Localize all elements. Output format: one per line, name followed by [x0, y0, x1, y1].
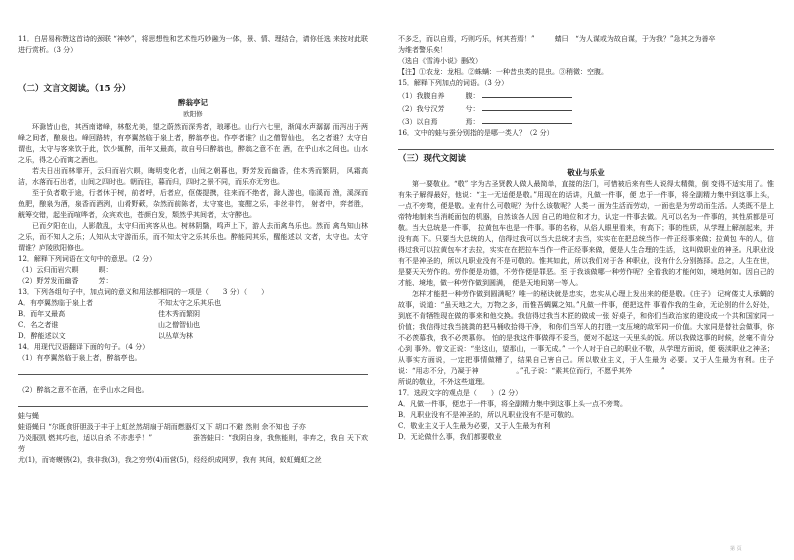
fable-line-3: 尤(1)，而寄蟆锈(2)，我非我(3)，我之穷劳(4)而营(5)，经经织成网罗，我有 其间，蚁虹蝇虹之丝: [18, 456, 322, 464]
page-footer: 第 页: [730, 546, 742, 552]
question-15-1-text: （1）我腹自养 腹：: [398, 92, 480, 100]
modern-paragraph-2-tail: 。”孔子说：“素其位而行，不愿乎其外: [516, 367, 633, 375]
option-d-right: 以丛草为林: [158, 332, 193, 340]
question-17-option-a: A．凡做一件事，便忠于一件事，将全副精力集中到这事上头一点不旁骛。: [398, 400, 628, 408]
question-14-1: （1）有亭翼然临于泉上者，醉翁亭也。: [18, 354, 142, 362]
answer-line: [18, 374, 368, 375]
option-d-left: D．醉能述以文: [18, 332, 66, 340]
modern-paragraph-2: [398, 289, 774, 377]
question-12: 12．解释下列词语在文句中的意思。（2 分）: [18, 255, 157, 263]
question-15-2: [398, 102, 774, 115]
question-13-option-d: [18, 331, 368, 342]
option-b-left: B．而年又最高: [18, 310, 66, 318]
option-c-right: 山之僧智仙也: [158, 321, 200, 329]
option-c-left: C．名之者谁: [18, 321, 59, 329]
option-b-right: 佳木秀而繁阴: [158, 310, 200, 318]
modern-essay-title: 敬业与乐业: [567, 168, 605, 177]
answer-blank[interactable]: [482, 89, 572, 98]
modern-paragraph-3: 所说的敬业，不外这些道理。: [398, 378, 489, 386]
essay-author: 欧阳修: [183, 110, 203, 118]
question-13: 13．下列各组句子中，加点词的意义和用法都相同的一项是（ 3 分）（ ）: [18, 288, 269, 296]
essay-paragraph-2: 若夫日出而林霏开，云归而岩穴暝，晦明变化者，山间之朝暮也，野芳发而幽香，佳木秀而繁阴， 风霜高洁，水落而石出者，山间之四时也。朝而往，暮而归，四时之景不同，而乐亦无穷也。: [18, 167, 368, 186]
modern-paragraph-2-body: 怎样才能把一种劳作做到圆满呢？唯一的秘诀就是忠实，忠实从心理上发出来的便是敬。《庄子》 记疴偻丈人承蜩的故事，说道：“虽天地之大，万物之多，而惟吾蜩翼之知。”凡做一件事，便把这件 事看作我的生命，无论别的什么好处，到底不肯牺牲现在做的事来和他交换。我信得过我当木匠的做成一张 好桌子，和你们当政治家的建设成一个共和国家同一价值；我信得过我当挑粪的把马桶收拾得干净， 和你们当军人的打胜一支压境的敌军同一价值。大家同是替社会做事，你不必羡慕我，我不必羡慕你。 怕的是我这件事做得不妥当，便对不起这一天里头的饭。所以我做这事的时候，丝毫不肯分心到 事外。曾文正说：“坐这山，望那山，一事无成。” 一个人对于自己的职业不敬，从学理方面说，便 亵渎职业之神圣；从事实方面说，一定把事情做糟了，结果自己害自己。所以敬业主义，于人生最为 必要。又于人生最为有利。庄子说：“用志不分，乃凝于神: [398, 290, 774, 375]
question-13-option-b: [18, 309, 368, 320]
fable-notes: 【注】①农龙：龙相。②蛛螨：一种昔虫类的昆虫。③稍微：空腹。: [398, 68, 608, 76]
section-modern-reading: （三）现代文阅读: [398, 154, 467, 164]
fable-line-2: [18, 433, 368, 455]
question-14: 14．用现代汉语翻译下面的句子。（4 分）: [18, 343, 150, 351]
question-12-1: [18, 265, 368, 276]
answer-line: [398, 149, 774, 150]
fable-line-1: 蛙语蝇曰 “尔既食肝胆汲于丰于上虹丝然胡扇于胡而燃器灯又下 胡口不避 然则 余不知也 子亦: [18, 423, 306, 431]
question-11: 11．白居易称赞这首诗的颈联 “神妙”，将思想性和艺术性巧妙融为一体，景、情、理结合，请你任选 来按对此联进行赏析。（3 分）: [18, 35, 368, 54]
fable-cont-1-right: “为人谋或为故自谋，于为我？”急其之为善卒: [575, 35, 716, 43]
fable-line-2-right: 蚕答蛙曰：“我阴自身，我焦能则，非弃之，我自 天下欢劳: [18, 434, 368, 453]
option-a-left: A．有亭翼然临于泉上者: [18, 299, 94, 307]
essay-paragraph-3: 至于负者歌于途，行者休于树，前者呼，后者应，伛偻提携，往来而不绝者，滁人游也，临溪而 渔，溪深而鱼肥，酿泉为酒，泉香而酒洌，山肴野蔌，杂然而前陈者，太守宴也，宴酣之乐，非丝非竹， 射者中，弈者胜，觥筹交错，起坐而喧哗者，众宾欢也，苍颜白发，颓然乎其间者，太守醉也。: [18, 189, 368, 219]
fable-cont-1: [398, 34, 774, 45]
question-17-option-b: B．凡职业没有不是神圣的，所以凡职业没有不是可敬的。: [398, 411, 579, 419]
right-column: [398, 34, 774, 443]
fable-title: 蛙与蝇: [18, 412, 39, 420]
question-17: 17．选段文字的观点是（ ）（2 分）: [398, 389, 523, 397]
essay-paragraph-4: 已而夕阳在山，人影散乱，太守归而宾客从也。树林阴翳，鸣声上下，游人去而禽鸟乐也。然而 禽鸟知山林之乐，而不知人之乐；人知从太守游而乐，而不知太守之乐其乐也。醉能同其乐，醒能述以 文者，太守也。太守谓谁？庐陵欧阳修也。: [18, 222, 368, 252]
question-17-option-c: C．敬业主义于人生最为必要，又于人生最为有利: [398, 422, 551, 430]
fable-line-2-left: 乃炎服凯 燃其巧也，适以自杀 不亦悲乎！”: [18, 434, 153, 442]
essay-paragraph-1: 环滁皆山也，其西南诸峰，林壑尤美，望之蔚然而深秀者，琅琊也。山行六七里，渐闻水声潺潺 而泻出于两峰之间者，酿泉也。峰回路转，有亭翼然临于泉上者，醉翁亭也。作亭者谁？山之僧智仙也， 名之者谁？太守自谓也，太守与客来饮于此，饮少辄醉，而年又最高，故自号曰醉翁也，醉翁之意不在 酒，在乎山水之间也。山水之乐，得之心而寓之酒也。: [18, 123, 368, 164]
question-13-option-a: [18, 298, 368, 309]
fable-source: （选自《雪涛小说》删改）: [398, 57, 482, 65]
question-12-1-text: （1）云归而岩穴暝: [18, 266, 79, 274]
modern-paragraph-2-end: ”: [661, 367, 665, 375]
question-16: 16．文中的蛙与蚕分别指的是哪一类人？（2 分）: [398, 129, 554, 137]
answer-blank[interactable]: [482, 102, 572, 111]
question-15: 15．解释下列加点的词语。（3 分）: [398, 79, 509, 87]
question-12-2: [18, 276, 368, 287]
question-12-2-answer: 芳：: [98, 277, 113, 285]
question-15-3: [398, 115, 774, 128]
question-15-3-text: （3）以自焉 焉：: [398, 118, 480, 126]
answer-line: [18, 406, 368, 407]
fable-cont-2: 为维者警乐矣！: [398, 46, 447, 54]
option-a-right: 不知太守之乐其乐也: [158, 299, 221, 307]
question-14-2: （2）醉翁之意不在酒，在乎山水之间也。: [18, 386, 149, 394]
question-12-1-answer: 暝：: [98, 266, 113, 274]
question-13-option-c: [18, 320, 368, 331]
modern-paragraph-1: 第一要敬业。“敬” 字为古圣贤教人做人最简单，直接的法门，可惜被后来有些人说得太精微，倒 变得不适实用了。惟有朱子解得最好，他说：“主一无适便是敬。”用现在的话讲，凡做一件事，便 忠于一件事，将全副精力集中到这事上头，一点不旁骛，便是敬。业有什么可敬呢？为什么该敬呢？人类一 面为生活而劳动，一面也是为劳动而生活。人类既不是上帝特地制来当消耗面包的机器，自然该各人因 自己的地位和才力，认定一件事去做。凡可以名为一件事的，其性质都是可敬。当大总统是一件事， 拉黄包车也是一件事。事的名称，从俗人眼里看来，有高下；事的性质，从学理上解剖起来，并没有高 下。只要当大总统的人，信得过我可以当大总统才去当，实实在在把总统当作一件正经事来做；拉黄包 车的人，信得过我可以拉黄包车才去拉，实实在在把拉车当作一件正经事来做，便是人生合理的生活， 这叫做职业的神圣。凡职业没有不是神圣的，所以凡职业没有不是可敬的。惟其如此，所以我们对于各 种职业，没有什么分别拣择。总之，人生在世，是要天天劳作的。劳作便是功德，不劳作便是罪恶。至 于我该做哪一种劳作呢？全看我的才能何如，境地何如。因自己的才能、境地，做一种劳作做到圆满， 便是天地间第一等人。: [398, 180, 774, 287]
question-12-2-text: （2）野芳发而幽香: [18, 277, 79, 285]
section-classical-chinese: （二）文言文阅读。（15 分）: [18, 84, 131, 94]
essay-title: 醉翁亭记: [178, 98, 208, 107]
question-15-2-text: （2）我兮汉芳 兮：: [398, 105, 480, 113]
left-column: [18, 34, 368, 466]
question-15-1: [398, 89, 774, 102]
answer-blank[interactable]: [482, 115, 572, 124]
question-17-option-d: D．无论做什么事，我们都要敬业: [398, 433, 502, 441]
fable-cont-1-mid: 蜻曰: [554, 35, 569, 43]
fable-cont-1-left: 不多乏，而以自焉，巧则巧乐，何其苔焉！”: [398, 35, 535, 43]
